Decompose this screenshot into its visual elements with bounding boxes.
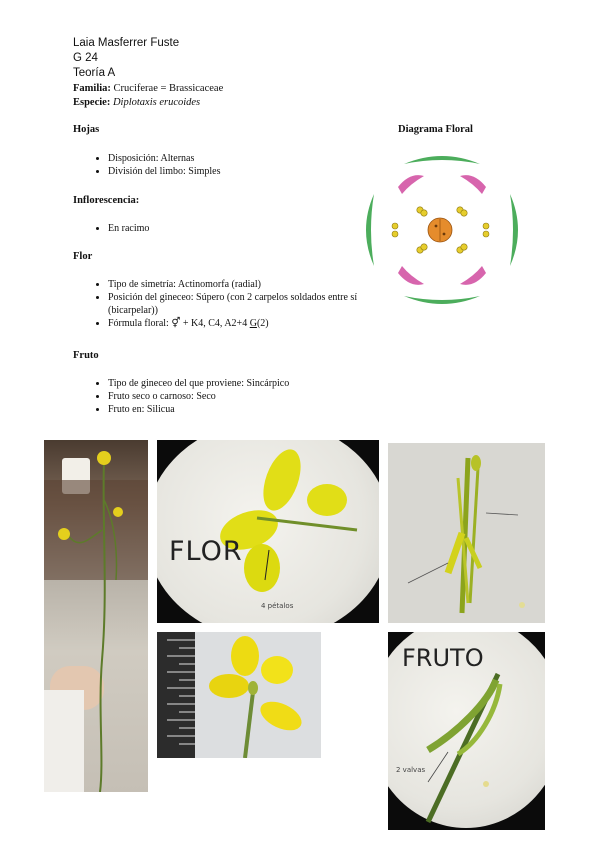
ovule — [443, 233, 446, 236]
familia-value: Cruciferae = Brassicaceae — [113, 83, 224, 94]
stamen — [421, 210, 427, 216]
petal — [398, 175, 424, 194]
ruler — [157, 632, 195, 758]
gineceo-microscope-photo — [388, 443, 545, 623]
ovary — [428, 218, 452, 242]
section-title-fruto: Fruto — [73, 350, 99, 361]
list-item: • En racimo — [108, 222, 378, 235]
sepal — [404, 296, 480, 304]
petal — [460, 266, 486, 285]
stamen — [461, 244, 467, 250]
flor-microscope-photo — [157, 440, 379, 623]
flor-list — [90, 278, 378, 330]
especie-line — [73, 96, 200, 109]
diagram-title: Diagrama Floral — [398, 124, 473, 135]
petal — [460, 175, 486, 194]
familia-line — [73, 82, 223, 95]
formula-end: (2) — [256, 318, 269, 329]
author-name: Laia Masferrer Fuste — [73, 37, 180, 49]
list-item: • Fruto seco o carnoso: Seco — [108, 390, 378, 403]
section-title-flor: Flor — [73, 251, 93, 262]
list-item: • Fruto en: Silicua — [108, 403, 378, 416]
stamen — [483, 223, 489, 229]
stamen — [392, 223, 398, 229]
petalos-annotation: 4 pétalos — [261, 602, 294, 610]
group-code: G 24 — [73, 52, 98, 64]
sepal — [510, 194, 518, 266]
section-title-inflorescencia: Inflorescencia: — [73, 195, 140, 206]
inflorescencia-list — [90, 222, 378, 235]
flor-handwritten-label: FLOR — [169, 536, 243, 567]
plant-stem — [44, 440, 148, 792]
sepal — [404, 156, 480, 164]
list-item: • Posición del gineceo: Súpero (con 2 carpelos soldados entre sí (bicarpelar)) — [108, 291, 378, 317]
yellow-flower — [195, 632, 321, 758]
fruto-microscope-photo — [388, 632, 545, 830]
especie-label: Especie: — [73, 97, 111, 108]
list-item: • Tipo de simetría: Actinomorfa (radial) — [108, 278, 378, 291]
hojas-list — [90, 152, 378, 178]
theory-group: Teoría A — [73, 67, 116, 79]
formula-gynoecium: G — [249, 318, 257, 329]
list-item: • Tipo de gineceo del que proviene: Sincárpico — [108, 377, 378, 390]
petal — [398, 266, 424, 285]
list-item-formula — [108, 317, 378, 330]
fruto-handwritten-label: FRUTO — [402, 644, 484, 672]
flower-drawing — [157, 440, 379, 623]
stamen — [392, 231, 398, 237]
valvas-annotation: 2 valvas — [396, 766, 426, 774]
sepal — [366, 194, 374, 266]
formula-label: Fórmula floral: — [108, 318, 172, 329]
fruto-list — [90, 377, 378, 416]
hermaphrodite-symbol: ⚥ — [171, 318, 181, 329]
section-title-hojas: Hojas — [73, 124, 100, 135]
ovule — [435, 225, 438, 228]
gynoecium-drawing — [388, 443, 545, 623]
plant-photo — [44, 440, 148, 792]
stamen — [461, 210, 467, 216]
list-item: • División del limbo: Simples — [108, 165, 378, 178]
familia-label: Familia: — [73, 83, 111, 94]
stamen — [421, 244, 427, 250]
stamen — [483, 231, 489, 237]
floral-diagram — [362, 150, 522, 310]
flower-ruler-photo — [157, 632, 321, 758]
formula-mid: + K4, C4, A2+4 — [180, 318, 250, 329]
especie-value: Diplotaxis erucoides — [112, 97, 201, 108]
list-item: • Disposición: Alternas — [108, 152, 378, 165]
